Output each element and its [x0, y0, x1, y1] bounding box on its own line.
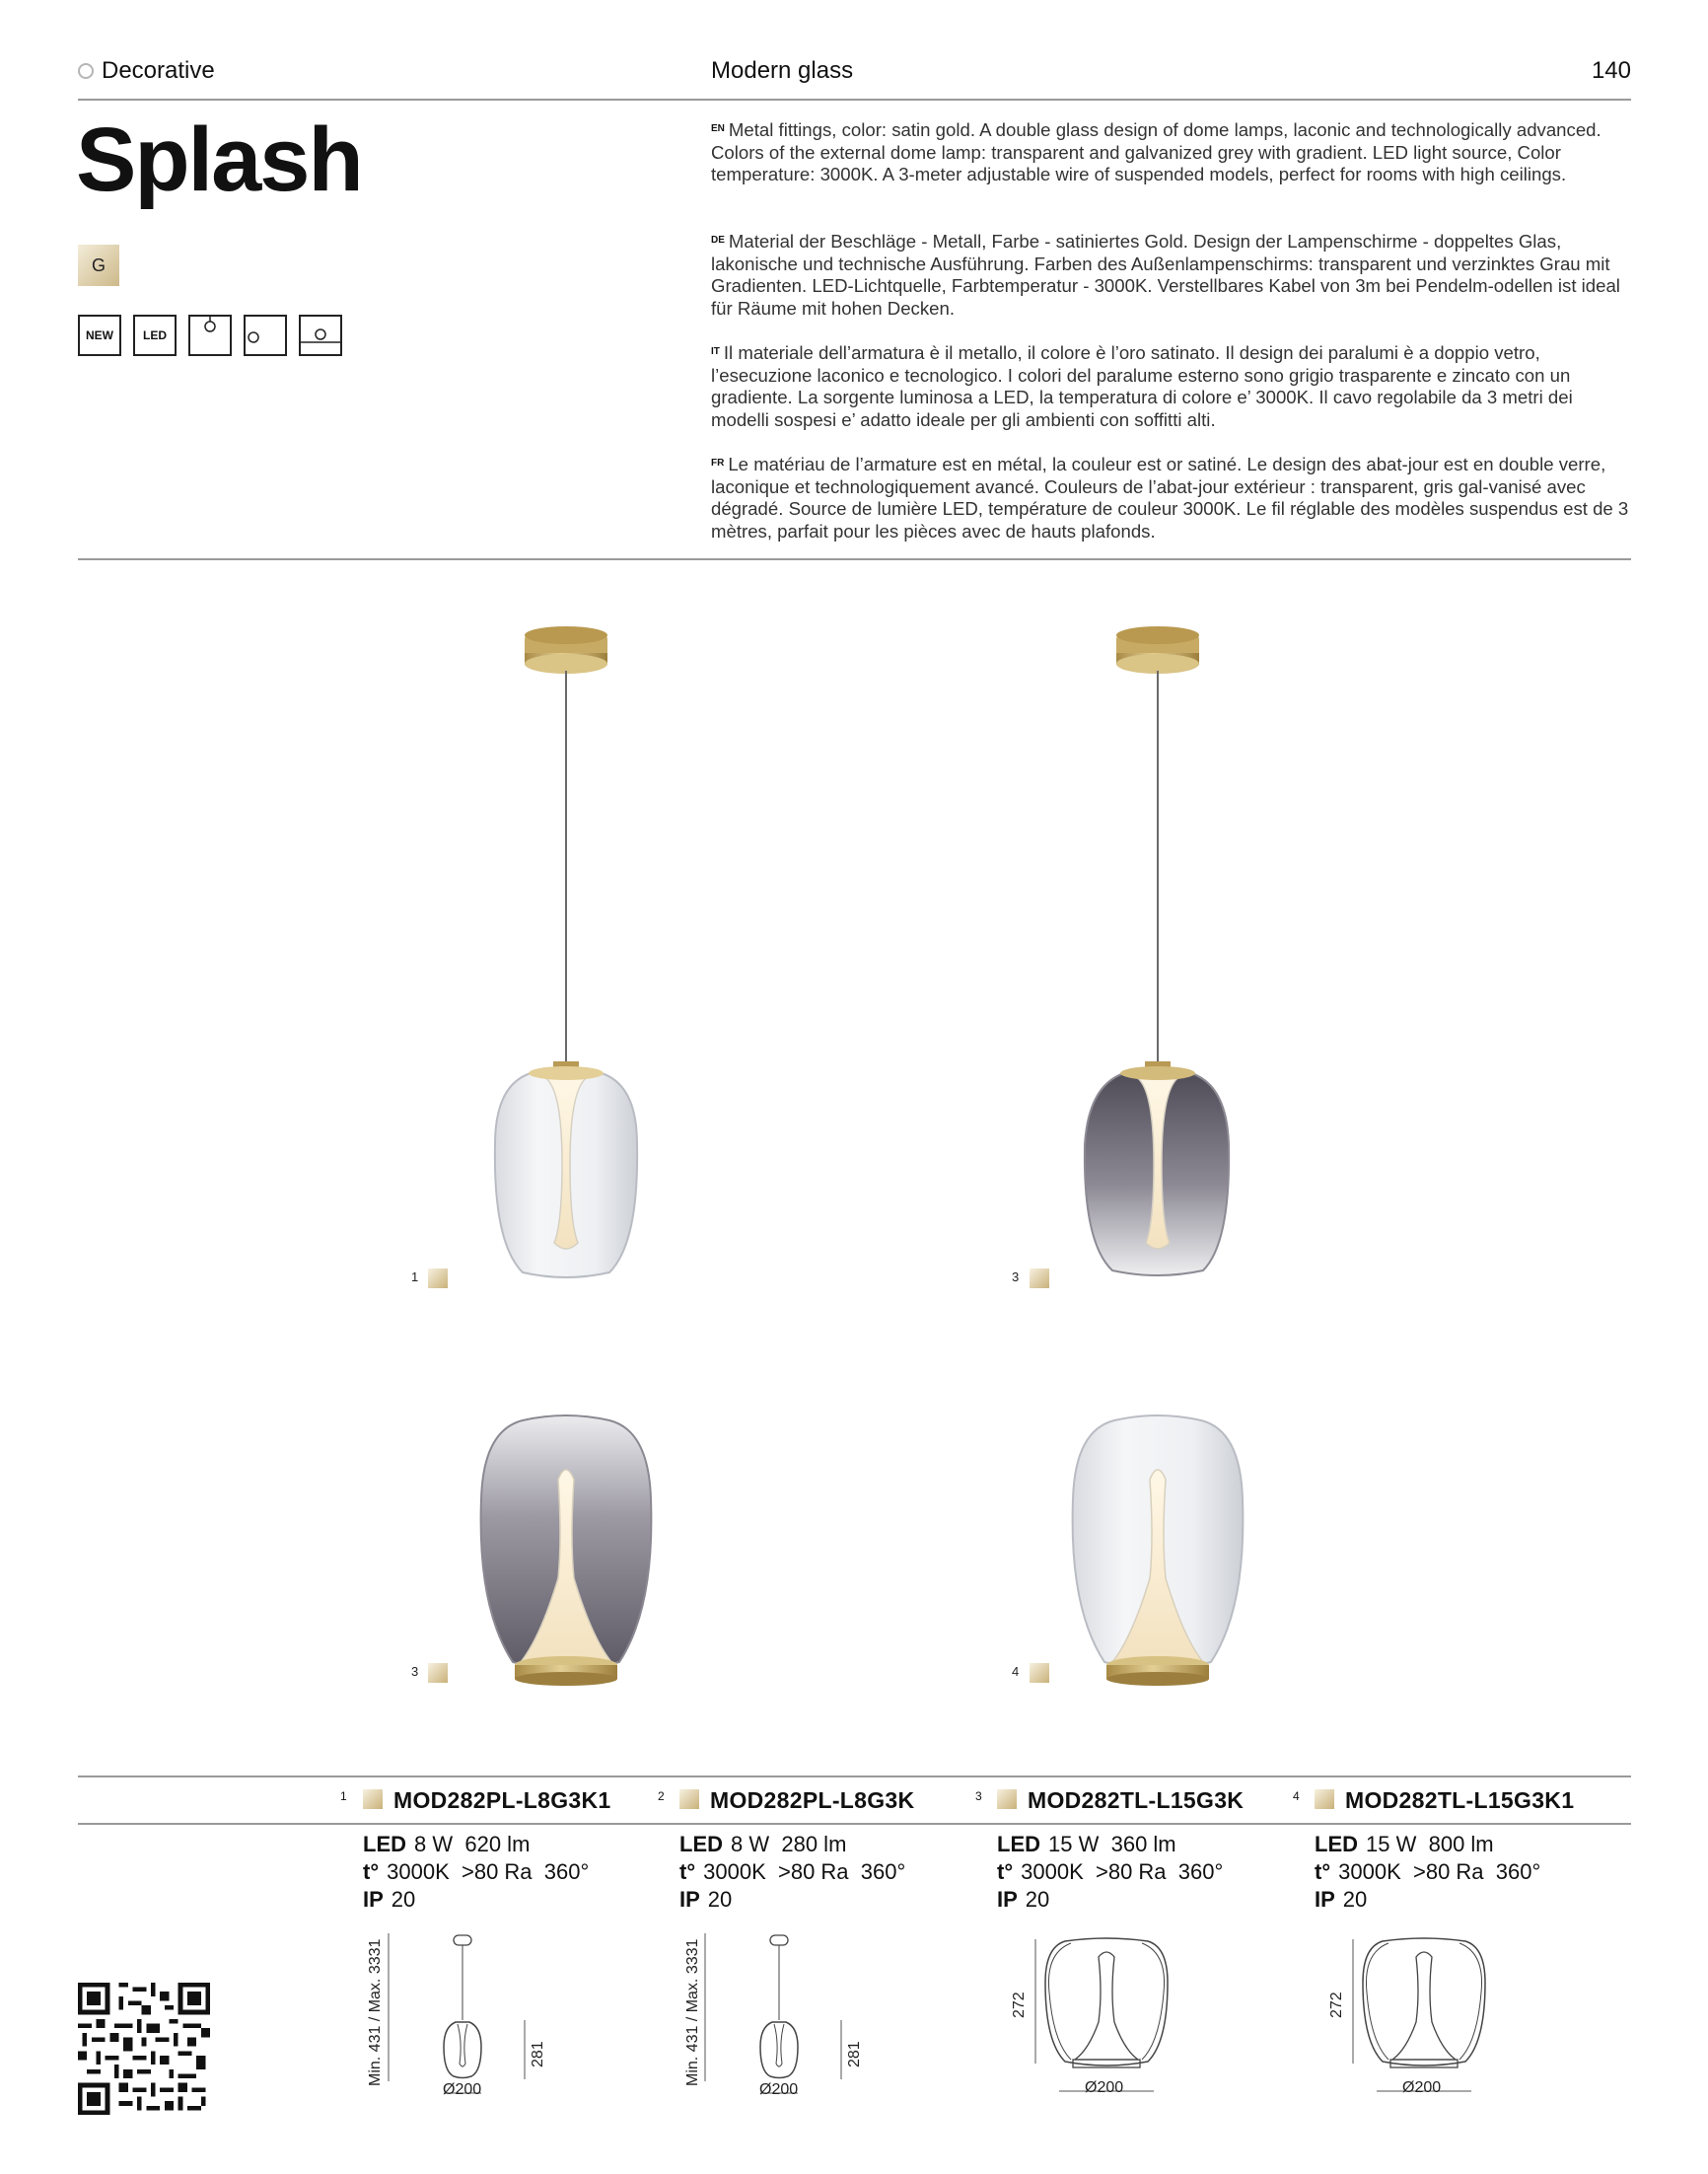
model-header [340, 1787, 347, 1805]
dim-diameter-label: Ø200 [443, 2081, 482, 2098]
description-divider [78, 558, 1631, 560]
dim-height-label: 272 [1011, 1992, 1028, 2018]
section-label: Decorative [78, 57, 215, 85]
finish-swatch [78, 245, 119, 286]
model-specs: LED 15 W 360 lm t° 3000K >80 Ra 360° IP 20 [997, 1832, 1224, 1912]
finish-swatch [363, 1789, 383, 1809]
ceiling-mount-icon [188, 315, 232, 356]
model-specs: LED 15 W 800 lm t° 3000K >80 Ra 360° IP 20 [1315, 1832, 1541, 1912]
model-code: MOD282TL-L15G3K [1028, 1787, 1245, 1813]
table-mount-icon [299, 315, 342, 356]
table-clear-photo [1073, 1415, 1333, 1736]
dim-height-label: Min. 431 / Max. 3331 [367, 1938, 384, 2086]
photo-label: 4 [1012, 1664, 1020, 1679]
description-fr: $^{FR}$ Le matériau de l’armature est en métal, la couleur est or satiné. Le design des abat-jour est en double verre, laconique et technologiquement avancé. Couleurs de l’abat-jour extérieur : transparent, gris gal-vanisé avec dégradé. Source de lumière LED, température de couleur 3000K. Le fil réglable des modèles suspendus est de 3 mètres, parfait pour les pièces avec de hauts plafonds. [711, 454, 1629, 542]
dim-diameter-label: Ø200 [759, 2081, 799, 2098]
photo-label: 1 [411, 1269, 419, 1284]
model-specs: LED 8 W 280 lm t° 3000K >80 Ra 360° IP 20 [679, 1832, 906, 1912]
pendant-clear-photo [495, 626, 637, 1277]
model-code: MOD282PL-L8G3K1 [393, 1787, 611, 1813]
dim-body-label: 281 [846, 2041, 863, 2067]
led-badge: LED [133, 315, 177, 356]
dimension-drawing-pendant [375, 1933, 572, 2101]
photo-label: 3 [1012, 1269, 1020, 1284]
model-number: 2 [658, 1789, 665, 1803]
product-photos [0, 592, 1708, 1736]
description-it: $^{IT}$ Il materiale dell’armatura è il metallo, il colore è l’oro satinato. Il design dei paralumi è a doppio vetro, l’esecuzione laconico e tecnologico. I colori del paralume esterno sono grigio trasparente e zincato con un gradiente. La sorgente luminosa a LED, la temperatura di colore e’ 3000K. Il cavo regolabile da 3 metri dei modelli sospesi e’ adatto ideale per gli ambienti con soffitti alti. [711, 342, 1573, 430]
finish-swatch [428, 1663, 448, 1683]
pendant-smoke-photo [1085, 626, 1229, 1275]
finish-swatch [1030, 1663, 1049, 1683]
finish-swatch [679, 1789, 699, 1809]
dim-body-label: 281 [530, 2041, 546, 2067]
model-specs: LED 8 W 620 lm t° 3000K >80 Ra 360° IP 20 [363, 1832, 590, 1912]
new-badge: NEW [78, 315, 121, 356]
dim-height-label: Min. 431 / Max. 3331 [684, 1938, 701, 2086]
model-code: MOD282PL-L8G3K [710, 1787, 915, 1813]
spec-top-divider [78, 1775, 1631, 1777]
model-code: MOD282TL-L15G3K1 [1345, 1787, 1575, 1813]
header-divider [78, 99, 1631, 101]
wall-mount-icon [244, 315, 287, 356]
model-header [658, 1787, 665, 1805]
circle-icon [78, 63, 94, 79]
product-title: Splash [76, 109, 362, 210]
collection-label: Modern glass [711, 57, 854, 84]
spec-header-divider [78, 1823, 1631, 1825]
dim-height-label: 272 [1328, 1992, 1345, 2018]
dim-diameter-label: Ø200 [1085, 2079, 1124, 2096]
model-number: 4 [1293, 1789, 1300, 1803]
description-de: $^{DE}$ Material der Beschläge - Metall, Farbe - satiniertes Gold. Design der Lampenschirme - doppeltes Glas, lakonische und technische Ausführung. Farben des Außenlampenschirms: transparent und verzinktes Grau mit Gradienten. LED-Lichtquelle, Farbtemperatur - 3000K. Verstellbares Kabel von 3m bei Pendelm-odellen ist ideal für Räume mit hohen Decken. [711, 231, 1620, 319]
finish-swatch [1315, 1789, 1334, 1809]
finish-swatch [428, 1268, 448, 1288]
description-en: $^{EN}$ Metal fittings, color: satin gold. A double glass design of dome lamps, laconic and technologically advanced. Colors of the external dome lamp: transparent and galvanized grey with gradient. LED light source, Color temperature: 3000K. A 3-meter adjustable wire of suspended models, perfect for rooms with high ceilings. [711, 119, 1601, 184]
qr-code[interactable] [78, 1983, 210, 2115]
photo-label: 3 [411, 1664, 419, 1679]
model-header [1293, 1787, 1300, 1805]
page-number: 140 [1591, 57, 1631, 84]
finish-swatch [997, 1789, 1017, 1809]
finish-swatch [1030, 1268, 1049, 1288]
table-smoke-photo [481, 1415, 735, 1736]
dimension-drawing-pendant [691, 1933, 889, 2101]
model-number: 1 [340, 1789, 347, 1803]
dim-diameter-label: Ø200 [1402, 2079, 1442, 2096]
model-header [975, 1787, 982, 1805]
finish-code: G [91, 254, 106, 275]
model-number: 3 [975, 1789, 982, 1803]
